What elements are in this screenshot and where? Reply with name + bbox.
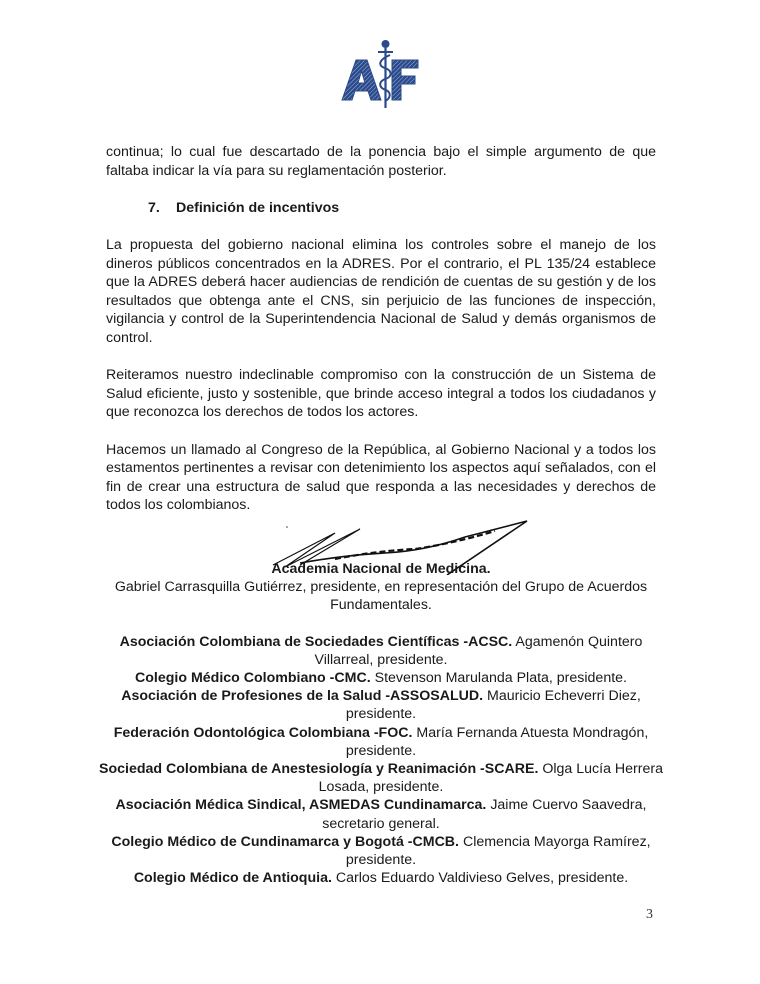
- member-person: Mauricio Echeverri Diez, presidente.: [345, 688, 641, 723]
- paragraph-call: Hacemos un llamado al Congreso de la República, al Gobierno Nacional y a todos los estamentos pertinentes a revisar con detenimiento los aspectos aquí señalados, con el fin de crear una estructura de salud que responda a las necesidades y derechos de todos los colombianos.: [106, 441, 656, 514]
- signatories: [96, 560, 666, 887]
- member-entry: [96, 633, 666, 669]
- document-body: [106, 143, 656, 515]
- member-org: Colegio Médico de Cundinamarca y Bogotá -CMCB.: [111, 833, 459, 850]
- member-org: Sociedad Colombiana de Anestesiología y Reanimación -SCARE.: [99, 761, 539, 778]
- paragraph-incentives: La propuesta del gobierno nacional elimina los controles sobre el manejo de los dineros públicos concentrados en la ADRES. Por el contrario, el PL 135/24 establece que la ADRES deberá hacer audiencias de rendición de cuentas de su gestión y de los resultados que obtenga ante el CNS, sin perjuicio de las funciones de inspección, vigilancia y control de la Superintendencia Nacional de Salud y demás organismos de control.: [106, 236, 656, 346]
- caduceus-icon: [340, 38, 422, 110]
- member-person: Carlos Eduardo Valdivieso Gelves, presidente.: [335, 870, 629, 887]
- member-org: Federación Odontológica Colombiana -FOC.: [113, 724, 413, 741]
- member-org: Asociación de Profesiones de la Salud -ASSOSALUD.: [121, 688, 484, 705]
- section-number: 7.: [148, 199, 160, 216]
- page-number: 3: [646, 907, 653, 922]
- member-entry: [96, 687, 666, 723]
- member-org: Asociación Médica Sindical, ASMEDAS Cundinamarca.: [115, 797, 487, 814]
- member-org: Colegio Médico Colombiano -CMC.: [134, 670, 371, 687]
- member-org: Colegio Médico de Antioquia.: [133, 870, 332, 887]
- signatory-main: [96, 560, 666, 615]
- member-list: [96, 633, 666, 888]
- signatory-text: Gabriel Carrasquilla Gutiérrez, presidente, en representación del Grupo de Acuerdos Fundamentales.: [114, 579, 648, 614]
- section-title: Definición de incentivos: [175, 199, 340, 216]
- member-entry: [96, 724, 666, 760]
- af-logo: [340, 38, 422, 110]
- member-entry: [96, 796, 666, 832]
- member-person: Stevenson Marulanda Plata, presidente.: [374, 670, 627, 687]
- member-person: María Fernanda Atuesta Mondragón, presidente.: [345, 724, 649, 759]
- member-person: Clemencia Mayorga Ramírez, presidente.: [345, 833, 651, 869]
- paragraph-continued: continua; lo cual fue descartado de la ponencia bajo el simple argumento de que faltaba indicar la vía para su reglamentación posterior.: [106, 144, 656, 179]
- member-entry: [96, 833, 666, 869]
- member-person: Jaime Cuervo Saavedra, secretario general.: [322, 797, 647, 832]
- signatory-org: Academia Nacional de Medicina.: [271, 561, 491, 577]
- member-org: Asociación Colombiana de Sociedades Científicas -ACSC.: [119, 633, 513, 650]
- member-entry: [96, 869, 666, 887]
- section-heading: [106, 199, 656, 218]
- member-entry: [96, 669, 666, 687]
- member-entry: [96, 760, 666, 796]
- member-person: Olga Lucía Herrera Losada, presidente.: [318, 761, 663, 796]
- member-person: Agamenón Quintero Villarreal, presidente.: [314, 633, 643, 668]
- paragraph-commitment: Reiteramos nuestro indeclinable compromiso con la construcción de un Sistema de Salud eficiente, justo y sostenible, que brinde acceso integral a todos los ciudadanos y que reconozca los derechos de todos los actores.: [106, 367, 656, 421]
